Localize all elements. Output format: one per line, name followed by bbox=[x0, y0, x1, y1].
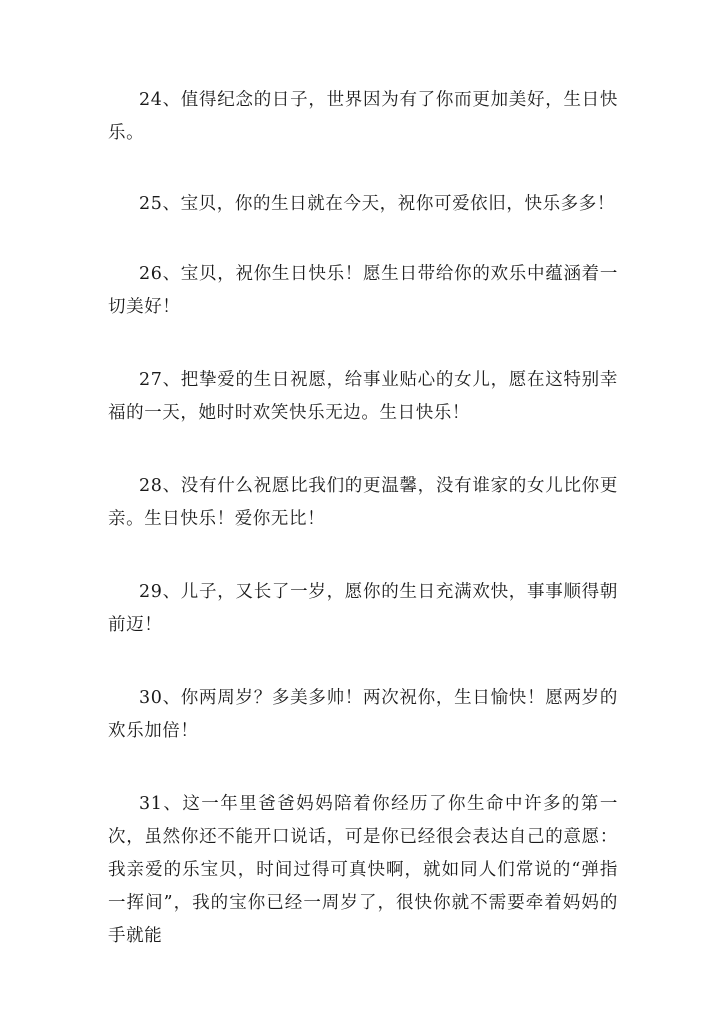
paragraph-30: 30、你两周岁？多美多帅！两次祝你，生日愉快！愿两岁的欢乐加倍！ bbox=[108, 688, 618, 741]
paragraph-25: 25、宝贝，你的生日就在今天，祝你可爱依旧，快乐多多！ bbox=[139, 194, 615, 214]
paragraph-28: 28、没有什么祝愿比我们的更温馨，没有谁家的女儿比你更亲。生日快乐！爱你无比！ bbox=[108, 476, 618, 529]
paragraph-24: 24、值得纪念的日子，世界因为有了你而更加美好，生日快乐。 bbox=[108, 90, 618, 143]
paragraph-29: 29、儿子，又长了一岁，愿你的生日充满欢快，事事顺得朝前迈！ bbox=[108, 582, 618, 635]
paragraph-31: 31、这一年里爸爸妈妈陪着你经历了你生命中许多的第一次，虽然你还不能开口说话，可是你已经很会表达自己的意愿：我亲爱的乐宝贝，时间过得可真快啊，就如同人们常说的“弹指一挥间”，我的宝你已经一周岁了，很快你就不需要牵着妈妈的手就能 bbox=[108, 794, 618, 946]
paragraph-27: 27、把挚爱的生日祝愿，给事业贴心的女儿，愿在这特别幸福的一天，她时时欢笑快乐无边。生日快乐！ bbox=[108, 370, 618, 423]
paragraph-26: 26、宝贝，祝你生日快乐！愿生日带给你的欢乐中蕴涵着一切美好！ bbox=[108, 264, 618, 317]
